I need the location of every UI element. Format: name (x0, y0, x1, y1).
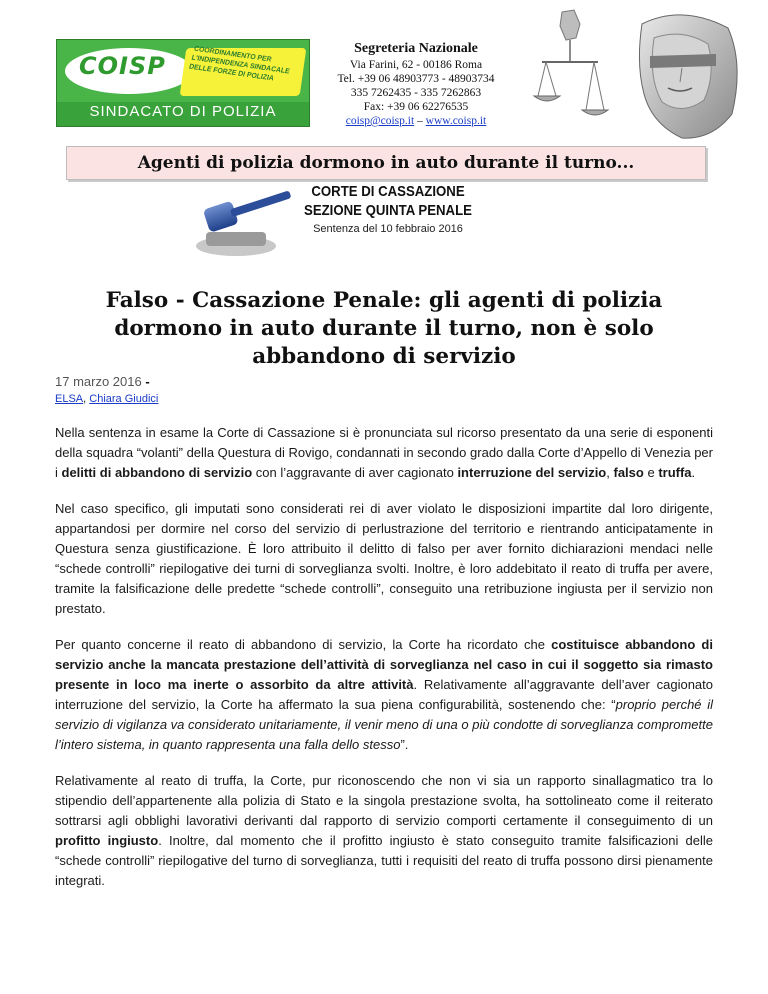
contact-links (316, 114, 516, 128)
p3-text-c: . Relativamente all’aggravante dell’aver cagionato interruzione del servizio, la Corte ha affermato la sua piena configurabilità, sostenendo che: “ (55, 677, 713, 712)
p1-bold-1: delitti di abbandono di servizio (61, 465, 253, 480)
article-authors (55, 393, 158, 405)
p1-text-d: , (606, 465, 614, 480)
p1-bold-4: truffa (658, 465, 692, 480)
court-block (288, 182, 488, 237)
p3-text-d: ”. (400, 737, 409, 752)
court-line-1: CORTE DI CASSAZIONE (311, 183, 465, 200)
contact-tel: Tel. +39 06 48903773 - 48903734 (337, 73, 495, 85)
court-sentence-date: Sentenza del 10 febbraio 2016 (313, 223, 463, 235)
gavel-icon (192, 184, 300, 260)
author-link-elsa[interactable]: ELSA (55, 393, 84, 405)
logo-slogan-text: COORDINAMENTO PER L'INDIPENDENZA SINDACALE DELLE FORZE DI POLIZIA (188, 45, 291, 83)
article-headline: Falso - Cassazione Penale: gli agenti di polizia dormono in auto durante il turno, non è solo abbandono di servizio (105, 288, 663, 369)
p4-text-a: Relativamente al reato di truffa, la Corte, pur riconoscendo che non vi sia un rapporto sinallagmatico tra lo stipendio dell’appartenente alla polizia di Stato e la singola prestazione svolta, ha sottolineato come il reiterato sottrarsi agli obblighi lavorativi derivanti dal rapporto di servizio comporti certamente il conseguimento di un (55, 773, 713, 828)
logo-coisp-text: COISP (79, 52, 166, 80)
paragraph-3 (55, 635, 713, 755)
p1-bold-2: interruzione del servizio (457, 465, 607, 480)
email-link[interactable]: coisp@coisp.it (345, 115, 415, 127)
p1-text-f: . (691, 465, 696, 480)
p1-text-e: e (643, 465, 659, 480)
p1-text-c: con l’aggravante di aver cagionato (252, 465, 458, 480)
logo-subtitle: SINDACATO DI POLIZIA (89, 103, 277, 120)
contact-dash: – (414, 115, 426, 127)
p4-bold: profitto ingiusto (55, 833, 159, 848)
paragraph-2: Nel caso specifico, gli imputati sono considerati rei di aver violato le disposizioni impartite dal loro dirigente, appartandosi per dormire nel corso del servizio di perlustrazione del territorio e rientrando anticipatamente in Questura senza giustificazione. È loro attribuito il delitto di falso per aver fornito dichiarazioni mendaci nelle “schede controlli” riepilogative dei turni di sorveglianza svolti. Inoltre, è loro addebitato il reato di truffa per avere, tramite la falsificazione delle predette “schede controlli”, conseguito una retribuzione ingiusta per il servizio non prestato. (55, 501, 713, 616)
p1-text-a: Nella sentenza in esame la Corte di Cassazione si è pronunciata sul ricorso presentato da una serie di esponenti della squadra “volanti” della Questura di Rovigo, condannati in secondo grado dalla Corte d’Appello di Venezia per i (55, 425, 713, 480)
court-line-2: SEZIONE QUINTA PENALE (304, 202, 472, 219)
lady-justice-icon (532, 4, 750, 142)
article-date-sep: - (141, 374, 150, 389)
coisp-logo (56, 39, 310, 127)
contact-fax: Fax: +39 06 62276535 (363, 101, 469, 113)
author-separator: , (83, 393, 90, 405)
article-body (55, 423, 713, 907)
website-link[interactable]: www.coisp.it (425, 115, 487, 127)
title-banner: Agenti di polizia dormono in auto durante il turno... (66, 146, 706, 180)
contact-block (316, 40, 516, 128)
article-date-text: 17 marzo 2016 (55, 374, 142, 389)
p3-text-a: Per quanto concerne il reato di abbandono di servizio, la Corte ha ricordato che (55, 637, 552, 652)
p1-bold-3: falso (613, 465, 644, 480)
author-link-chiara-giudici[interactable]: Chiara Giudici (89, 393, 159, 405)
p3-bold: costituisce abbandono di servizio anche la mancata prestazione dell’attività di sorveglianza nel caso in cui il soggetto sia rimasto presente in loco ma inerte o assorbito da altre attività (55, 637, 713, 692)
p3-quote: proprio perché il servizio di vigilanza va considerato unitariamente, il venir meno di una o più condotte di sorveglianza compromette l’intero sistema, in quanto rappresenta una falla dello stesso (55, 697, 713, 752)
contact-mobile: 335 7262435 - 335 7262863 (350, 87, 482, 99)
paragraph-1 (55, 423, 713, 483)
p4-text-c: . Inoltre, dal momento che il profitto ingiusto è stato conseguito tramite falsificazioni delle “schede controlli” riepilogative del turno di sorveglianza, tutti i requisiti del reato di truffa possono dirsi pienamente integrati. (55, 833, 713, 888)
contact-org: Segreteria Nazionale (354, 41, 478, 56)
paragraph-4 (55, 771, 713, 891)
article-date (55, 374, 150, 389)
logo-slogan (180, 45, 307, 96)
contact-address: Via Farini, 62 - 00186 Roma (349, 59, 483, 71)
